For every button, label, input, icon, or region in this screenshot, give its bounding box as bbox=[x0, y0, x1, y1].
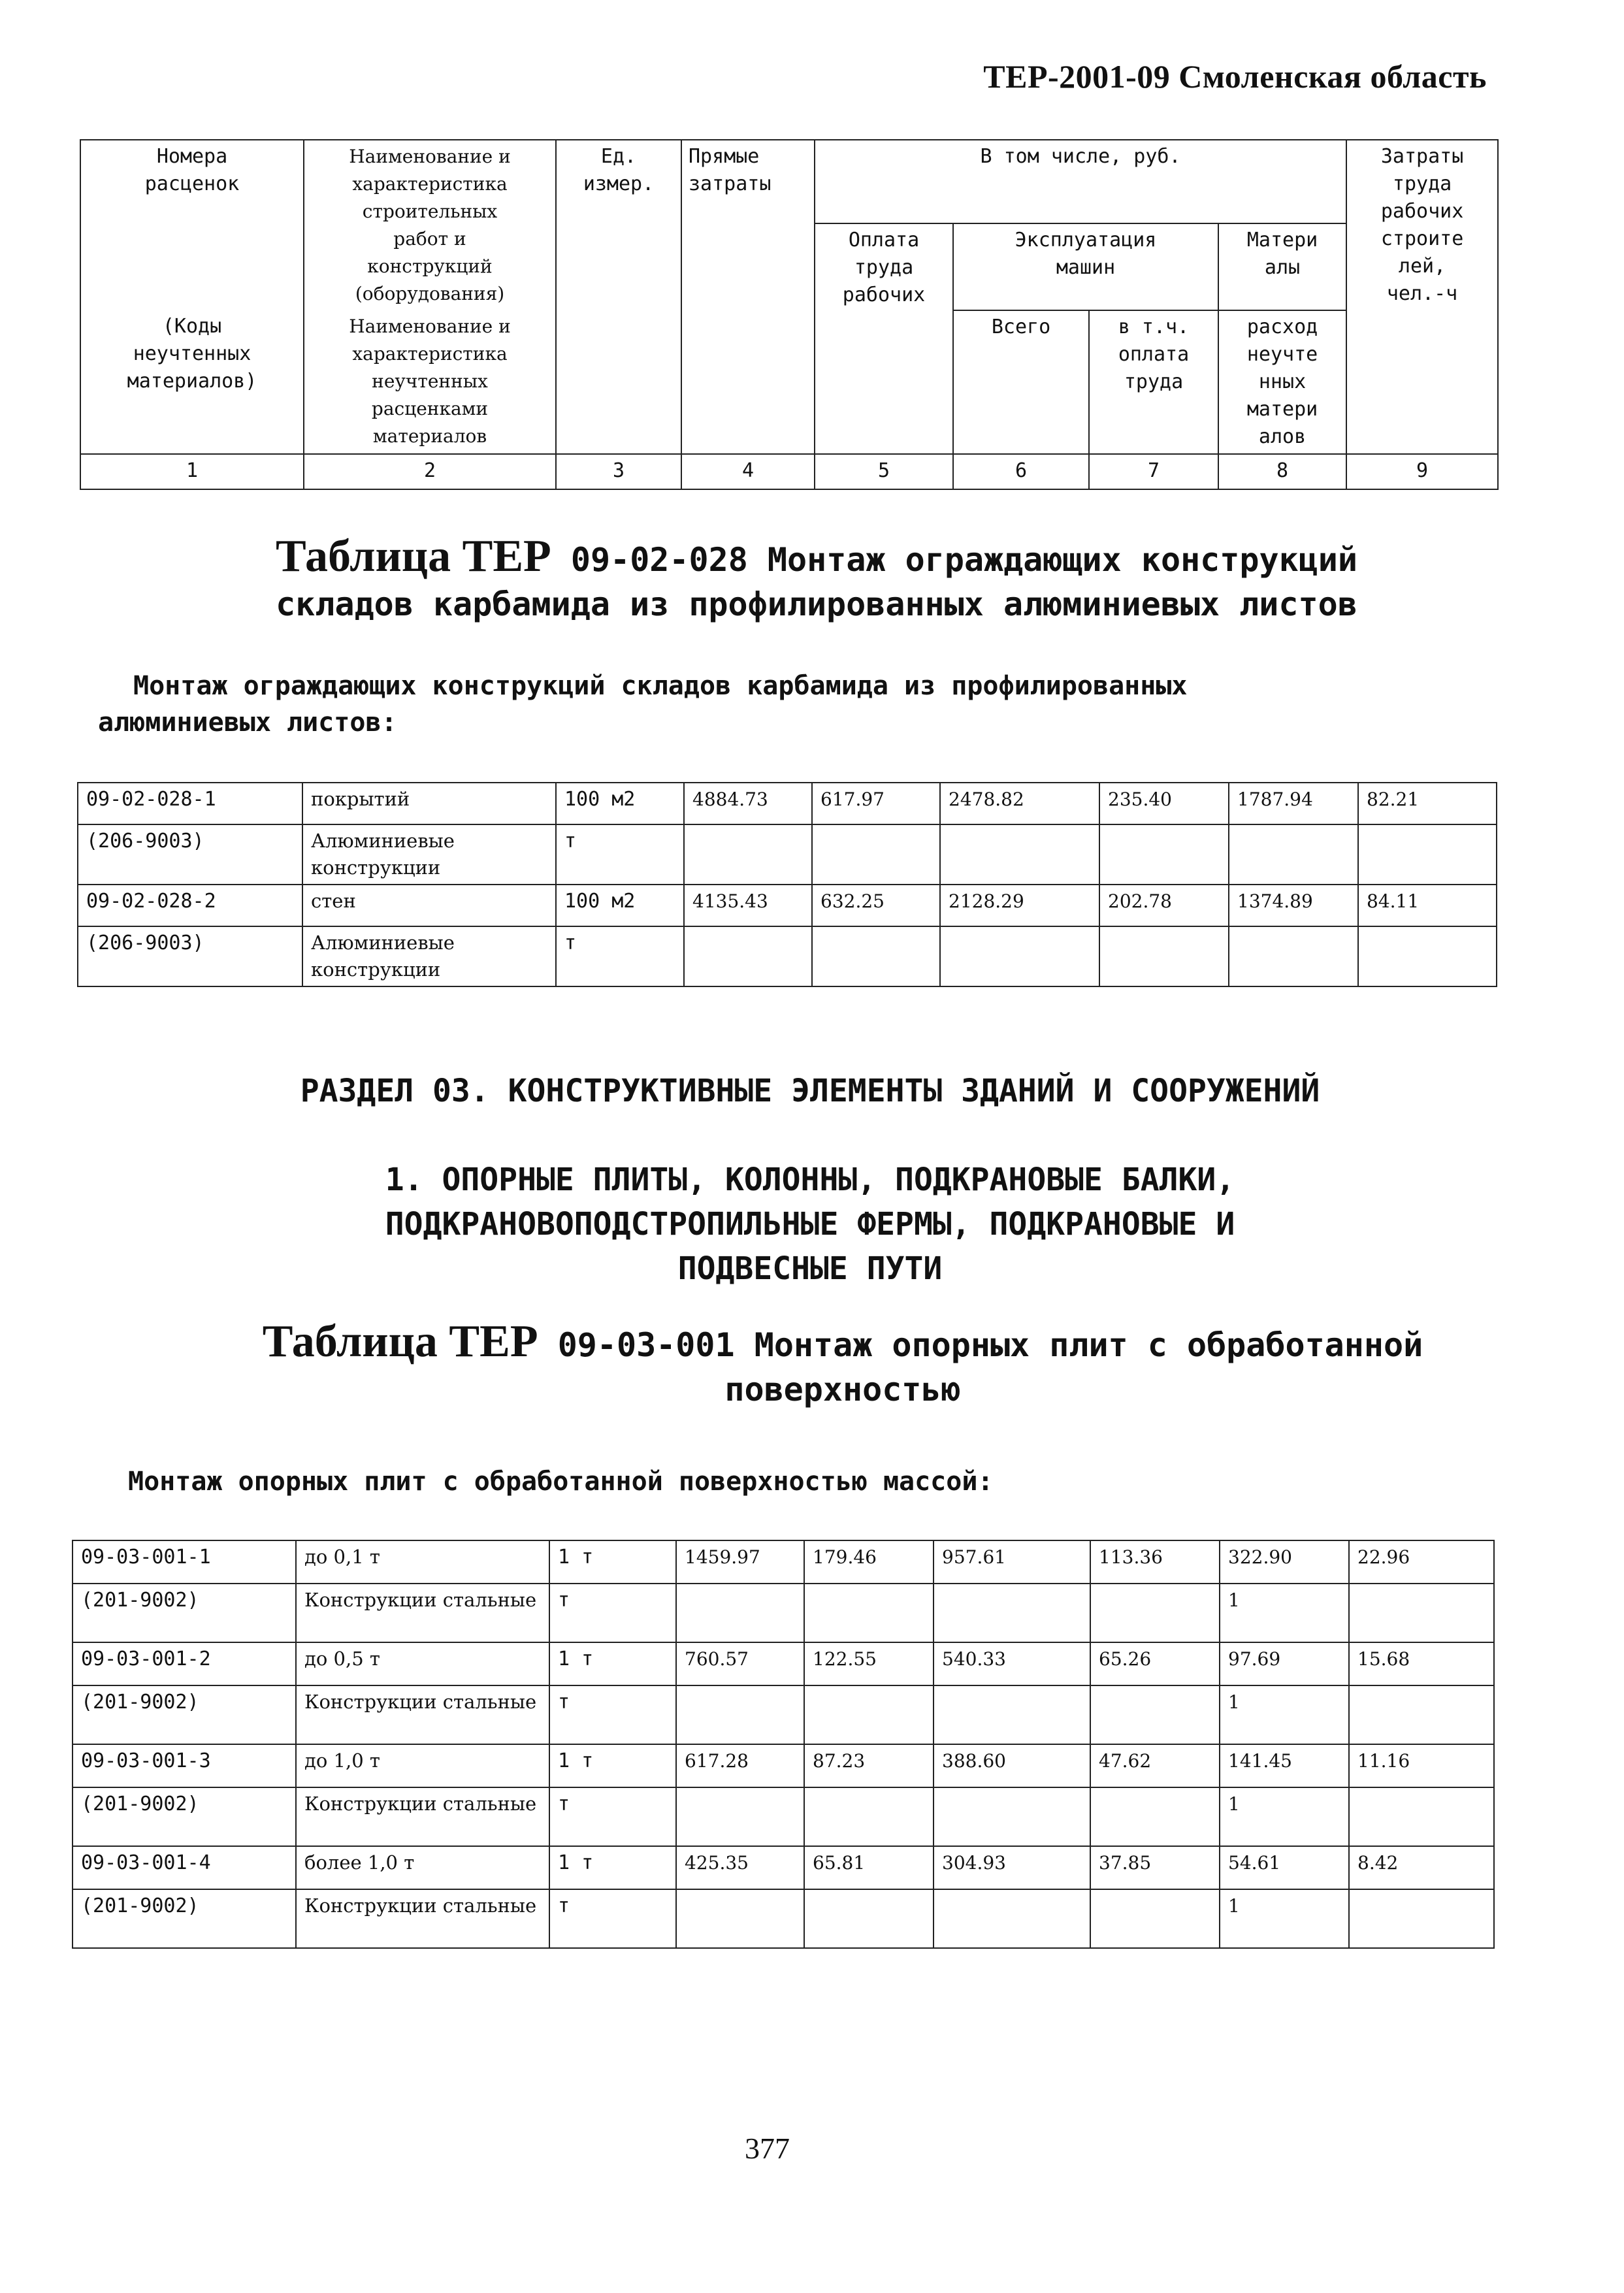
header-line: измер. bbox=[583, 172, 655, 195]
table2-description: Монтаж опорных плит с обработанной поверхностью массой: bbox=[128, 1467, 994, 1497]
wages bbox=[804, 1787, 934, 1846]
labor-hours bbox=[1349, 1685, 1494, 1744]
machines-wages: 113.36 bbox=[1090, 1540, 1220, 1584]
rate-row bbox=[73, 1540, 1494, 1584]
direct-costs: 425.35 bbox=[676, 1846, 804, 1889]
header-line: труда bbox=[1124, 370, 1184, 393]
unit: т bbox=[556, 926, 684, 986]
header-line: матери bbox=[1246, 398, 1318, 421]
work-name: до 0,5 т bbox=[296, 1642, 549, 1685]
material-row bbox=[73, 1787, 1494, 1846]
materials: 1 bbox=[1220, 1787, 1349, 1846]
header-line: Оплата bbox=[848, 229, 920, 252]
header-line: нных bbox=[1258, 370, 1307, 393]
labor-hours: 82.21 bbox=[1358, 783, 1497, 824]
header-line: Прямые bbox=[689, 145, 760, 168]
header-line: рабочих bbox=[1380, 200, 1464, 223]
material-row bbox=[78, 926, 1497, 986]
work-name: стен bbox=[302, 885, 556, 926]
machines-total bbox=[940, 926, 1099, 986]
rate-row bbox=[73, 1846, 1494, 1889]
direct-costs bbox=[684, 926, 812, 986]
unit: т bbox=[549, 1685, 676, 1744]
labor-hours: 8.42 bbox=[1349, 1846, 1494, 1889]
header-line: конструкций bbox=[367, 255, 493, 277]
header-line: материалов) bbox=[127, 370, 257, 393]
colnum-1: 1 bbox=[80, 454, 304, 489]
wages bbox=[804, 1889, 934, 1948]
hdr-machines-total: Всего bbox=[953, 310, 1089, 454]
table1-body bbox=[78, 783, 1497, 986]
colnum-4: 4 bbox=[681, 454, 815, 489]
hdr-machines-wages bbox=[1089, 310, 1218, 454]
hdr-labor-costs bbox=[1346, 140, 1498, 454]
machines-wages bbox=[1090, 1685, 1220, 1744]
section-heading: РАЗДЕЛ 03. КОНСТРУКТИВНЫЕ ЭЛЕМЕНТЫ ЗДАНИЙ И СООРУЖЕНИЙ bbox=[300, 1073, 1320, 1109]
hdr-work-name bbox=[304, 140, 556, 310]
material-row bbox=[73, 1685, 1494, 1744]
header-line: рабочих bbox=[842, 284, 926, 306]
wages bbox=[812, 926, 940, 986]
table2-body bbox=[73, 1540, 1494, 1948]
labor-hours: 11.16 bbox=[1349, 1744, 1494, 1787]
direct-costs bbox=[684, 824, 812, 885]
header-line: Затраты bbox=[1380, 145, 1464, 168]
table2-title-text: 09-03-001 Монтаж опорных плит с обработанной bbox=[557, 1326, 1423, 1364]
wages: 617.97 bbox=[812, 783, 940, 824]
table1-desc-line1: Монтаж ограждающих конструкций складов карбамида из профилированных bbox=[133, 671, 1188, 701]
materials: 1 bbox=[1220, 1685, 1349, 1744]
machines-wages: 37.85 bbox=[1090, 1846, 1220, 1889]
header-line: неучтенных bbox=[372, 370, 488, 392]
header-line: Номера bbox=[156, 145, 228, 168]
hdr-including: В том числе, руб. bbox=[815, 140, 1346, 223]
rate-code: (201-9002) bbox=[73, 1787, 296, 1846]
subsection-line1: 1. ОПОРНЫЕ ПЛИТЫ, КОЛОННЫ, ПОДКРАНОВЫЕ БАЛКИ, bbox=[385, 1162, 1235, 1198]
hdr-wages bbox=[815, 223, 953, 454]
colnum-7: 7 bbox=[1089, 454, 1218, 489]
rate-code: 09-02-028-1 bbox=[78, 783, 302, 824]
machines-total bbox=[940, 824, 1099, 885]
header-line: расход bbox=[1246, 316, 1318, 338]
subsection-line2: ПОДКРАНОВОПОДСТРОПИЛЬНЫЕ ФЕРМЫ, ПОДКРАНОВЫЕ И bbox=[385, 1206, 1235, 1243]
wages: 87.23 bbox=[804, 1744, 934, 1787]
labor-hours bbox=[1358, 926, 1497, 986]
unit: 1 т bbox=[549, 1642, 676, 1685]
work-name: Алюминиевые конструкции bbox=[302, 926, 556, 986]
unit: 1 т bbox=[549, 1846, 676, 1889]
direct-costs: 4884.73 bbox=[684, 783, 812, 824]
labor-hours bbox=[1349, 1889, 1494, 1948]
machines-wages: 235.40 bbox=[1099, 783, 1229, 824]
wages: 179.46 bbox=[804, 1540, 934, 1584]
table1-title-line2: складов карбамида из профилированных алюминиевых листов bbox=[276, 585, 1357, 623]
header-line: неучтенных bbox=[133, 342, 252, 365]
wages bbox=[804, 1584, 934, 1642]
rate-code: (201-9002) bbox=[73, 1584, 296, 1642]
table1-title bbox=[98, 531, 1535, 626]
table1-data bbox=[77, 782, 1497, 987]
wages bbox=[812, 824, 940, 885]
machines-wages bbox=[1099, 824, 1229, 885]
direct-costs: 1459.97 bbox=[676, 1540, 804, 1584]
hdr-material-name bbox=[304, 310, 556, 454]
direct-costs: 4135.43 bbox=[684, 885, 812, 926]
machines-total bbox=[934, 1685, 1090, 1744]
rate-code: (206-9003) bbox=[78, 926, 302, 986]
unit: т bbox=[556, 824, 684, 885]
table1-title-label: Таблица ТЕР bbox=[276, 531, 551, 581]
hdr-machines bbox=[953, 223, 1218, 310]
material-row bbox=[73, 1889, 1494, 1948]
machines-total bbox=[934, 1584, 1090, 1642]
work-name: до 1,0 т bbox=[296, 1744, 549, 1787]
materials: 322.90 bbox=[1220, 1540, 1349, 1584]
table1-description bbox=[98, 668, 1535, 741]
labor-hours: 84.11 bbox=[1358, 885, 1497, 926]
direct-costs bbox=[676, 1584, 804, 1642]
machines-total: 304.93 bbox=[934, 1846, 1090, 1889]
header-line: Наименование и bbox=[349, 146, 511, 167]
labor-hours: 15.68 bbox=[1349, 1642, 1494, 1685]
colnum-9: 9 bbox=[1346, 454, 1498, 489]
wages bbox=[804, 1685, 934, 1744]
hdr-column-numbers bbox=[80, 454, 1498, 489]
work-name: более 1,0 т bbox=[296, 1846, 549, 1889]
machines-wages: 65.26 bbox=[1090, 1642, 1220, 1685]
direct-costs bbox=[676, 1685, 804, 1744]
page-number: 377 bbox=[745, 2132, 790, 2165]
unit: т bbox=[549, 1787, 676, 1846]
material-row bbox=[78, 824, 1497, 885]
subsection-line3: ПОДВЕСНЫЕ ПУТИ bbox=[677, 1250, 943, 1287]
header-line: Ед. bbox=[600, 145, 637, 168]
hdr-direct-costs bbox=[681, 140, 815, 454]
materials: 97.69 bbox=[1220, 1642, 1349, 1685]
rate-code: (201-9002) bbox=[73, 1685, 296, 1744]
header-line: в т.ч. bbox=[1118, 316, 1190, 338]
hdr-unit bbox=[556, 140, 681, 454]
header-line: труда bbox=[854, 256, 914, 279]
table2-title bbox=[98, 1316, 1587, 1412]
header-line: (Коды bbox=[162, 315, 222, 338]
unit: 100 м2 bbox=[556, 783, 684, 824]
colnum-8: 8 bbox=[1218, 454, 1346, 489]
direct-costs bbox=[676, 1889, 804, 1948]
materials: 1 bbox=[1220, 1889, 1349, 1948]
unit: 100 м2 bbox=[556, 885, 684, 926]
header-line: алов bbox=[1258, 425, 1307, 448]
header-line: оплата bbox=[1118, 343, 1190, 366]
labor-hours bbox=[1349, 1584, 1494, 1642]
direct-costs: 617.28 bbox=[676, 1744, 804, 1787]
rate-code: 09-03-001-3 bbox=[73, 1744, 296, 1787]
rate-code: 09-03-001-2 bbox=[73, 1642, 296, 1685]
header-line: Эксплуатация bbox=[1015, 229, 1157, 252]
header-line: затраты bbox=[689, 172, 771, 195]
labor-hours bbox=[1358, 824, 1497, 885]
header-line: чел.-ч bbox=[1386, 282, 1458, 305]
work-name: Конструкции стальные bbox=[296, 1889, 549, 1948]
wages: 632.25 bbox=[812, 885, 940, 926]
materials: 1374.89 bbox=[1229, 885, 1358, 926]
table2-title-line2: поверхностью bbox=[724, 1371, 961, 1408]
hdr-material-usage bbox=[1218, 310, 1346, 454]
machines-wages: 47.62 bbox=[1090, 1744, 1220, 1787]
labor-hours: 22.96 bbox=[1349, 1540, 1494, 1584]
colnum-2: 2 bbox=[304, 454, 556, 489]
machines-total: 388.60 bbox=[934, 1744, 1090, 1787]
table1-desc-line2: алюминиевых листов: bbox=[98, 707, 397, 738]
machines-wages bbox=[1090, 1787, 1220, 1846]
unit: т bbox=[549, 1889, 676, 1948]
header-line: материалов bbox=[372, 425, 487, 447]
header-line: (оборудования) bbox=[355, 283, 505, 304]
unit: 1 т bbox=[549, 1744, 676, 1787]
work-name: Конструкции стальные bbox=[296, 1685, 549, 1744]
material-row bbox=[73, 1584, 1494, 1642]
rate-code: 09-02-028-2 bbox=[78, 885, 302, 926]
rate-code: (206-9003) bbox=[78, 824, 302, 885]
materials bbox=[1229, 926, 1358, 986]
unit: 1 т bbox=[549, 1540, 676, 1584]
rate-row bbox=[78, 885, 1497, 926]
header-line: труда bbox=[1392, 172, 1452, 195]
running-head: ТЕР-2001-09 Смоленская область bbox=[983, 58, 1487, 95]
machines-wages: 202.78 bbox=[1099, 885, 1229, 926]
header-table bbox=[80, 139, 1499, 490]
work-name: Алюминиевые конструкции bbox=[302, 824, 556, 885]
labor-hours bbox=[1349, 1787, 1494, 1846]
table2-title-label: Таблица ТЕР bbox=[262, 1316, 538, 1367]
rate-code: 09-03-001-1 bbox=[73, 1540, 296, 1584]
work-name: Конструкции стальные bbox=[296, 1787, 549, 1846]
unit: т bbox=[549, 1584, 676, 1642]
header-line: неучте bbox=[1246, 343, 1318, 366]
header-line: Наименование и bbox=[349, 316, 511, 337]
wages: 122.55 bbox=[804, 1642, 934, 1685]
machines-wages bbox=[1090, 1889, 1220, 1948]
colnum-6: 6 bbox=[953, 454, 1089, 489]
hdr-materials bbox=[1218, 223, 1346, 310]
materials bbox=[1229, 824, 1358, 885]
direct-costs: 760.57 bbox=[676, 1642, 804, 1685]
work-name: покрытий bbox=[302, 783, 556, 824]
machines-total: 2128.29 bbox=[940, 885, 1099, 926]
direct-costs bbox=[676, 1787, 804, 1846]
table1-title-text: 09-02-028 Монтаж ограждающих конструкций bbox=[570, 541, 1357, 579]
wages: 65.81 bbox=[804, 1846, 934, 1889]
rate-code: (201-9002) bbox=[73, 1889, 296, 1948]
materials: 1 bbox=[1220, 1584, 1349, 1642]
machines-total: 957.61 bbox=[934, 1540, 1090, 1584]
header-line: машин bbox=[1056, 256, 1116, 279]
hdr-material-codes bbox=[80, 310, 304, 454]
table1-title-line1 bbox=[98, 531, 1535, 582]
colnum-3: 3 bbox=[556, 454, 681, 489]
machines-wages bbox=[1099, 926, 1229, 986]
header-line: Матери bbox=[1246, 229, 1318, 252]
header-line: работ и bbox=[393, 228, 466, 250]
header-line: характеристика bbox=[352, 173, 508, 195]
header-line: расценок bbox=[144, 172, 240, 195]
header-line: строите bbox=[1380, 227, 1464, 250]
machines-total: 540.33 bbox=[934, 1642, 1090, 1685]
rate-code: 09-03-001-4 bbox=[73, 1846, 296, 1889]
header-line: характеристика bbox=[352, 343, 508, 365]
materials: 1787.94 bbox=[1229, 783, 1358, 824]
materials: 141.45 bbox=[1220, 1744, 1349, 1787]
header-line: расценками bbox=[371, 398, 489, 419]
rate-row bbox=[78, 783, 1497, 824]
work-name: до 0,1 т bbox=[296, 1540, 549, 1584]
rate-row bbox=[73, 1642, 1494, 1685]
header-line: лей, bbox=[1398, 255, 1446, 278]
header-line: алы bbox=[1264, 256, 1301, 279]
table2-title-line1 bbox=[98, 1316, 1587, 1367]
materials: 54.61 bbox=[1220, 1846, 1349, 1889]
machines-total bbox=[934, 1889, 1090, 1948]
rate-row bbox=[73, 1744, 1494, 1787]
colnum-5: 5 bbox=[815, 454, 953, 489]
hdr-rate-number-gap bbox=[80, 223, 304, 310]
machines-total: 2478.82 bbox=[940, 783, 1099, 824]
machines-wages bbox=[1090, 1584, 1220, 1642]
machines-total bbox=[934, 1787, 1090, 1846]
work-name: Конструкции стальные bbox=[296, 1584, 549, 1642]
subsection-heading bbox=[98, 1158, 1522, 1291]
hdr-rate-number bbox=[80, 140, 304, 223]
header-line: строительных bbox=[362, 201, 498, 222]
table2-data bbox=[72, 1540, 1495, 1949]
